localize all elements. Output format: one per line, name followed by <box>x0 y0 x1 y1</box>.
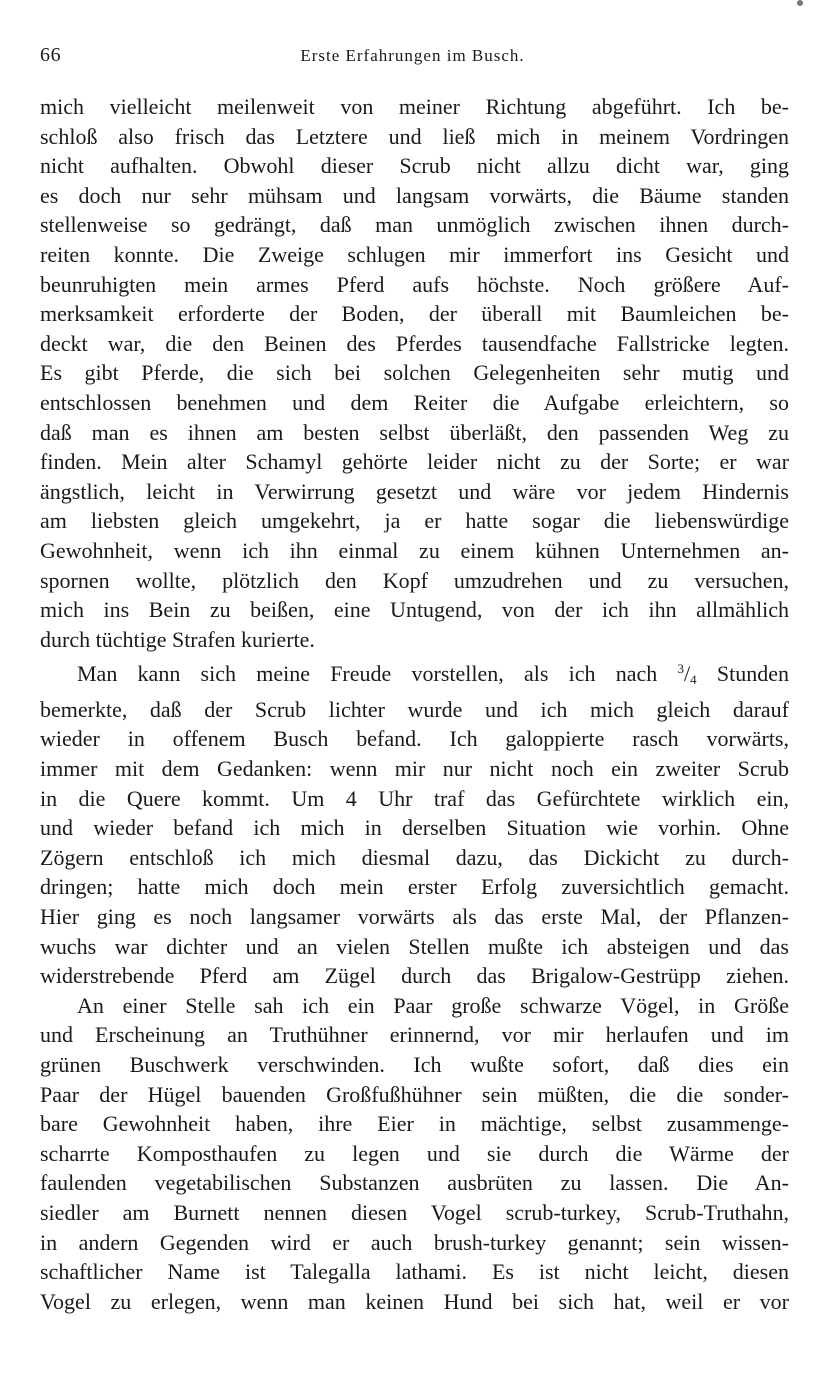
fraction-slash: / <box>684 661 691 687</box>
text-line: Paar der Hügel bauenden Großfußhühner sein müßten, die die sonder- <box>40 1081 789 1107</box>
running-title: Erste Erfahrungen im Busch. <box>300 46 525 65</box>
text-line: in andern Gegenden wird er auch brush-turkey genannt; sein wissen- <box>40 1229 789 1255</box>
text-line: faulenden vegetabilischen Substanzen ausbrüten zu lassen. Die An- <box>40 1170 789 1196</box>
text-line: widerstrebende Pferd am Zügel durch das Brigalow-Gestrüpp ziehen. <box>40 963 789 989</box>
text-line: Vogel zu erlegen, wenn man keinen Hund bei sich hat, weil er vor <box>40 1288 789 1314</box>
page-header <box>40 44 785 74</box>
text-line: durch tüchtige Strafen kurierte. <box>40 626 315 652</box>
text-line: bare Gewohnheit haben, ihre Eier in mächtige, selbst zusammenge- <box>40 1111 789 1137</box>
text-line: Hier ging es noch langsamer vorwärts als das erste Mal, der Pflanzen- <box>40 904 789 930</box>
text-segment: Man kann sich meine Freude vorstellen, als ich nach <box>77 661 658 687</box>
body-text <box>40 92 789 1316</box>
text-line: Gewohnheit, wenn ich ihn einmal zu einem kühnen Unternehmen an- <box>40 537 789 563</box>
text-line: reiten konnte. Die Zweige schlugen mir immerfort ins Gesicht und <box>40 241 789 267</box>
text-line: finden. Mein alter Schamyl gehörte leider nicht zu der Sorte; er war <box>40 449 789 475</box>
text-line: daß man es ihnen am besten selbst überläßt, den passenden Weg zu <box>40 419 789 445</box>
text-line: immer mit dem Gedanken: wenn mir nur nicht noch ein zweiter Scrub <box>40 756 789 782</box>
text-line: stellenweise so gedrängt, daß man unmöglich zwischen ihnen durch- <box>40 212 789 238</box>
text-line-with-fraction <box>40 654 789 695</box>
text-line: wuchs war dichter und an vielen Stellen mußte ich absteigen und das <box>40 933 789 959</box>
text-line: wieder in offenem Busch befand. Ich galoppierte rasch vorwärts, <box>40 726 789 752</box>
text-line: am liebsten gleich umgekehrt, ja er hatte sogar die liebenswürdige <box>40 508 789 534</box>
text-line: bemerkte, daß der Scrub lichter wurde und ich mich gleich darauf <box>40 696 789 722</box>
text-line: schloß also frisch das Letztere und ließ mich in meinem Vordringen <box>40 123 789 149</box>
text-line: deckt war, die den Beinen des Pferdes tausendfache Fallstricke legten. <box>40 330 789 356</box>
text-line: mich ins Bein zu beißen, eine Untugend, von der ich ihn allmählich <box>40 597 789 623</box>
text-line: ängstlich, leicht in Verwirrung gesetzt und wäre vor jedem Hindernis <box>40 478 789 504</box>
text-line: schaftlicher Name ist Talegalla lathami. Es ist nicht leicht, diesen <box>40 1259 789 1285</box>
page-corner-mark <box>797 0 803 6</box>
text-segment: Stunden <box>716 661 790 687</box>
fraction-denominator: 4 <box>690 672 697 688</box>
text-line: und Erscheinung an Truthühner erinnernd, vor mir herlaufen und im <box>40 1022 789 1048</box>
text-line: es doch nur sehr mühsam und langsam vorwärts, die Bäume standen <box>40 182 789 208</box>
text-line: entschlossen benehmen und dem Reiter die Aufgabe erleichtern, so <box>40 389 789 415</box>
text-line: nicht aufhalten. Obwohl dieser Scrub nicht allzu dicht war, ging <box>40 153 789 179</box>
text-line: spornen wollte, plötzlich den Kopf umzudrehen und zu versuchen, <box>40 567 789 593</box>
text-line: in die Quere kommt. Um 4 Uhr traf das Gefürchtete wirklich ein, <box>40 785 789 811</box>
text-line: An einer Stelle sah ich ein Paar große schwarze Vögel, in Größe <box>77 992 789 1018</box>
text-line: Zögern entschloß ich mich diesmal dazu, das Dickicht zu durch- <box>40 844 789 870</box>
text-line: grünen Buschwerk verschwinden. Ich wußte sofort, daß dies ein <box>40 1052 789 1077</box>
text-line: Es gibt Pferde, die sich bei solchen Gelegenheiten sehr mutig und <box>40 360 789 386</box>
page-number: 66 <box>40 44 62 66</box>
text-line: beunruhigten mein armes Pferd aufs höchste. Noch größere Auf- <box>40 271 789 297</box>
paragraph-3 <box>40 991 789 1317</box>
fraction-numerator: 3 <box>677 661 685 677</box>
paragraph-2 <box>40 654 789 991</box>
text-line: merksamkeit erforderte der Boden, der überall mit Baumleichen be- <box>40 301 789 327</box>
text-line: dringen; hatte mich doch mein erster Erfolg zuversichtlich gemacht. <box>40 874 789 900</box>
paragraph-1 <box>40 92 789 654</box>
text-line: siedler am Burnett nennen diesen Vogel scrub-turkey, Scrub-Truthahn, <box>40 1199 789 1225</box>
text-line: scharrte Komposthaufen zu legen und sie durch die Wärme der <box>40 1140 789 1166</box>
text-line: mich vielleicht meilenweit von meiner Richtung abgeführt. Ich be- <box>40 94 789 119</box>
text-line: und wieder befand ich mich in derselben Situation wie vorhin. Ohne <box>40 815 789 841</box>
